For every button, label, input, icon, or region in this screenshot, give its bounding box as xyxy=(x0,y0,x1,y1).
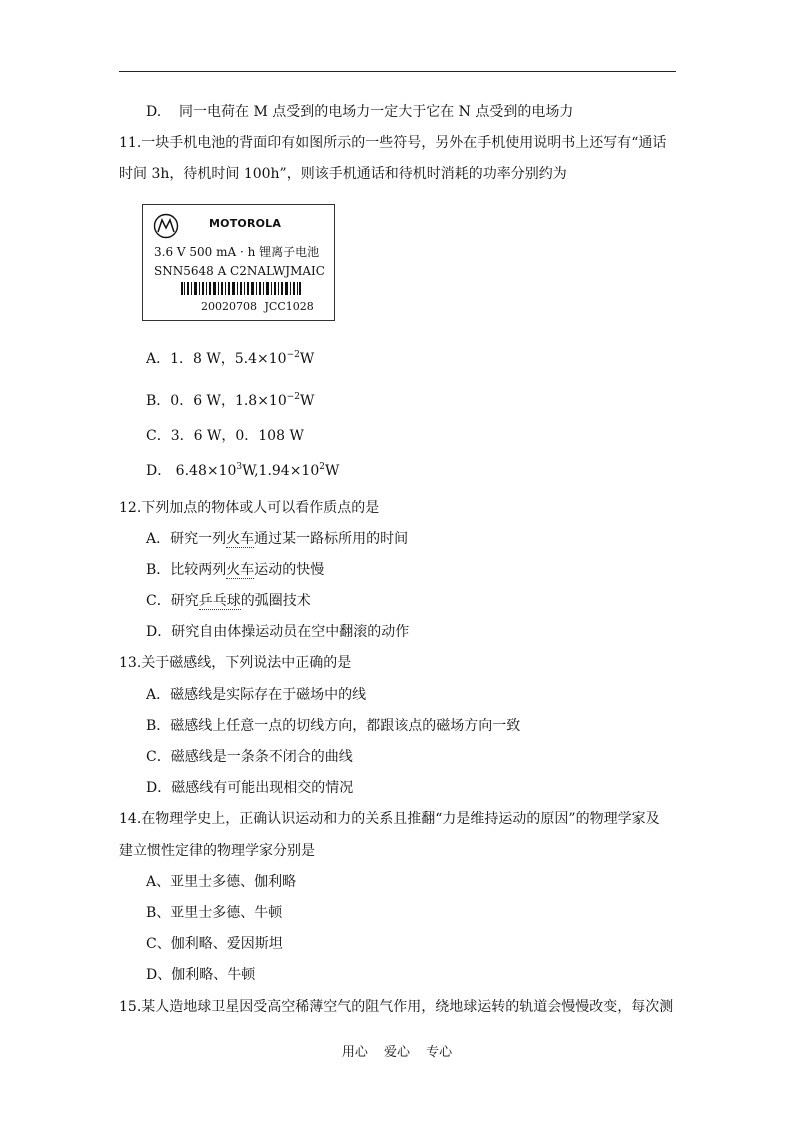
q14-stem-line1: 14.在物理学史上，正确认识运动和力的关系且推翻“力是维持运动的原因”的物理学家及 xyxy=(119,811,660,827)
battery-serial: SNN5648 A C2NALWJMAIC xyxy=(154,264,325,278)
q13-option-c: C．磁感线是一条条不闭合的曲线 xyxy=(146,749,353,765)
q15-stem-line1: 15.某人造地球卫星因受高空稀薄空气的阻气作用，绕地球运转的轨道会慢慢改变，每次测 xyxy=(119,999,674,1015)
q14-option-b: B、亚里士多德、牛顿 xyxy=(146,905,283,921)
battery-brand: MOTOROLA xyxy=(209,217,282,230)
q11-option-c: C．3．6 W，0．108 W xyxy=(146,428,304,444)
q11-stem-line2: 时间 3h，待机时间 100h”，则该手机通话和待机时消耗的功率分别约为 xyxy=(119,166,567,182)
barcode-icon xyxy=(181,282,301,295)
q13-option-b: B．磁感线上任意一点的切线方向，都跟该点的磁场方向一致 xyxy=(146,718,521,734)
q11-option-b: B．0．6 W，$1.8\times 10^{-2}W$ xyxy=(146,392,315,409)
option-d-previous: D. 同一电荷在 M 点受到的电场力一定大于它在 N 点受到的电场力 xyxy=(146,104,574,120)
q12-stem: 12.下列加点的物体或人可以看作质点的是 xyxy=(119,500,380,516)
q11-option-a: A．1．8 W，$5.4\times 10^{-2}W$ xyxy=(146,350,315,367)
page-footer: 用心 爱心 专心 xyxy=(341,1045,453,1060)
q13-option-d: D．磁感线有可能出现相交的情况 xyxy=(146,780,354,796)
q14-option-d: D、伽利略、牛顿 xyxy=(146,967,256,983)
q13-stem: 13.关于磁感线，下列说法中正确的是 xyxy=(119,655,352,671)
header-rule xyxy=(119,71,676,72)
q13-option-a: A．磁感线是实际存在于磁场中的线 xyxy=(146,687,367,703)
battery-codes: 20020708 JCC1028 xyxy=(201,300,314,313)
q14-stem-line2: 建立惯性定律的物理学家分别是 xyxy=(119,843,315,859)
motorola-logo-icon xyxy=(151,213,181,239)
q14-option-c: C、伽利略、爱因斯坦 xyxy=(146,936,283,952)
q14-option-a: A、亚里士多德、伽利略 xyxy=(146,874,297,890)
q11-stem-line1: 11.一块手机电池的背面印有如图所示的一些符号，另外在手机使用说明书上还写有“通话 xyxy=(119,135,667,151)
q12-option-c: C．研究乒乓球的弧圈技术 xyxy=(146,593,311,609)
battery-spec: 3.6 V 500 mA · h 锂离子电池 xyxy=(154,245,320,259)
q11-option-d: D． $6.48\times 10^3W,1.94\times 10^2W$ xyxy=(146,462,340,479)
q12-option-a: A．研究一列火车通过某一路标所用的时间 xyxy=(146,531,409,547)
q12-option-b: B．比较两列火车运动的快慢 xyxy=(146,562,325,578)
battery-label-image xyxy=(142,204,335,321)
q12-option-d: D．研究自由体操运动员在空中翻滚的动作 xyxy=(146,624,410,640)
